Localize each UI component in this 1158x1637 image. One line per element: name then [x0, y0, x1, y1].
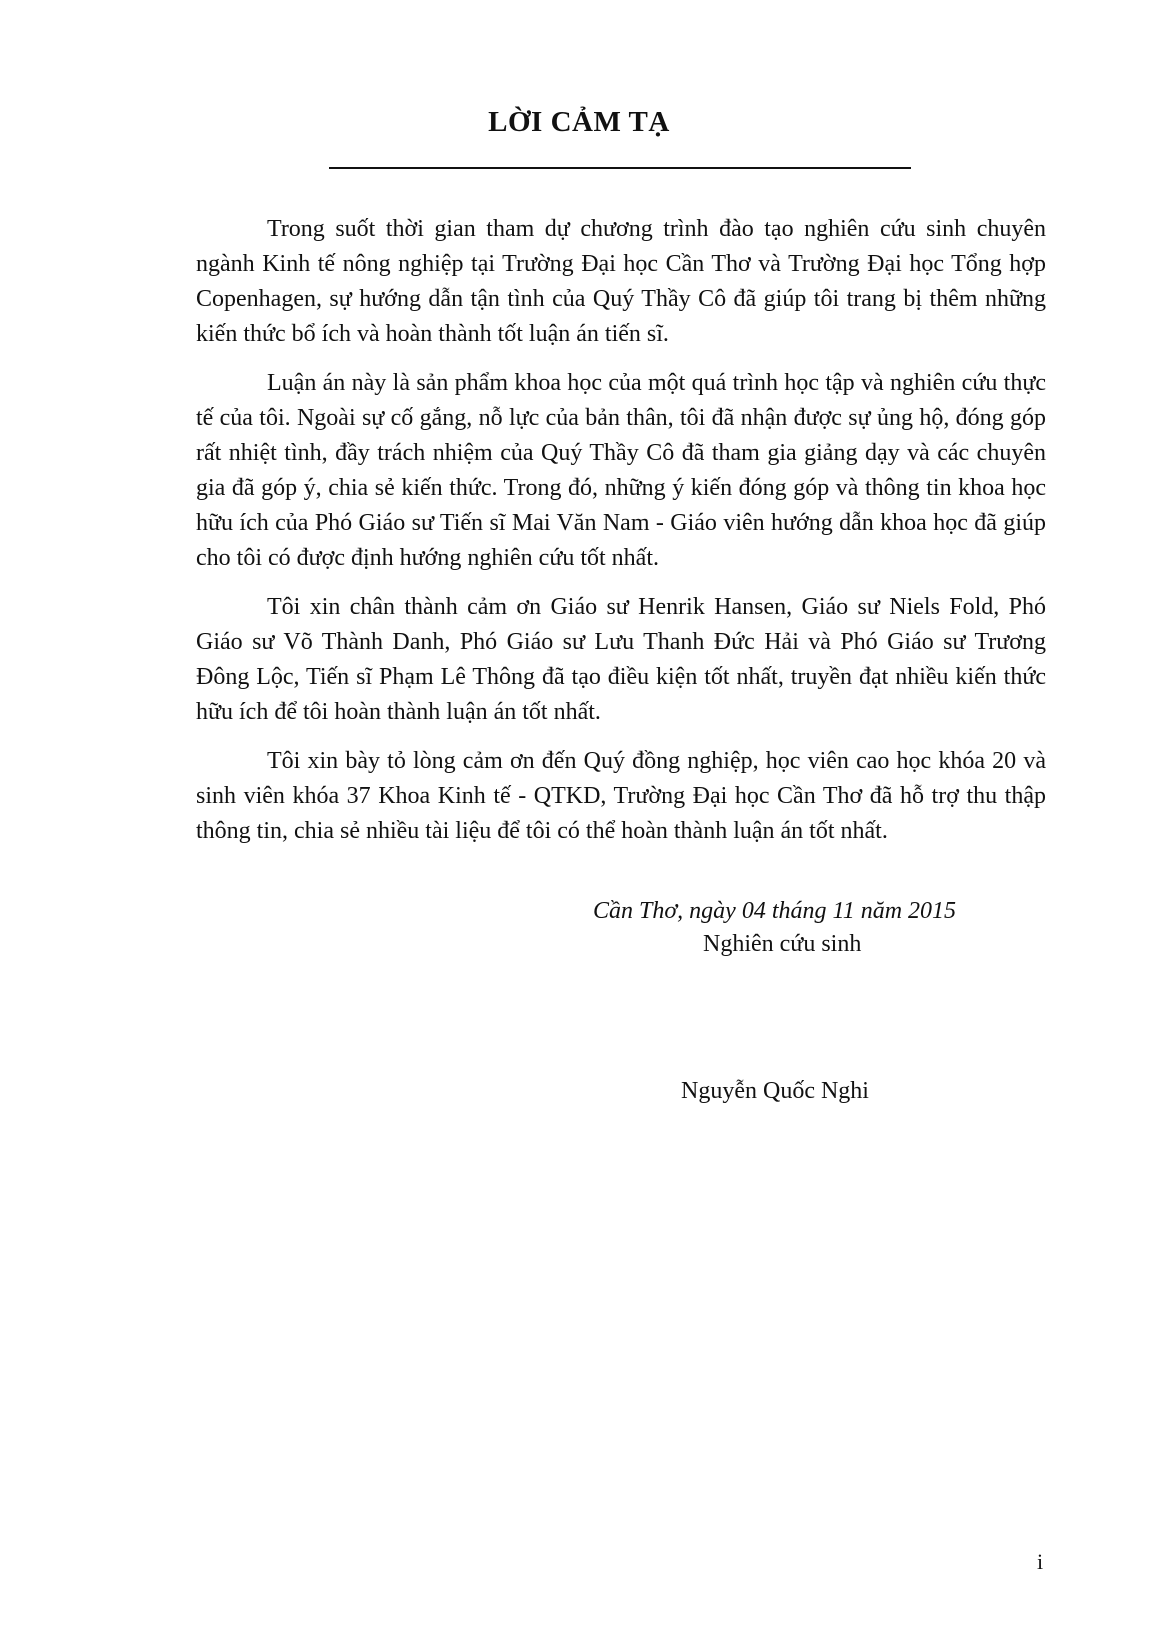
page-number: i: [1037, 1549, 1044, 1574]
paragraph-1: Trong suốt thời gian tham dự chương trình đào tạo nghiên cứu sinh chuyên ngành Kinh tế nông nghiệp tại Trường Đại học Cần Thơ và Trường Đại học Tổng hợp Copenhagen, sự hướng dẫn tận tình của Quý Thầy Cô đã giúp tôi trang bị thêm những kiến thức bổ ích và hoàn thành tốt luận án tiến sĩ.: [196, 216, 1046, 347]
place-date: Cần Thơ, ngày 04 tháng 11 năm 2015: [593, 898, 957, 924]
paragraph-2: Luận án này là sản phẩm khoa học của một quá trình học tập và nghiên cứu thực tế của tôi. Ngoài sự cố gắng, nỗ lực của bản thân, tôi đã nhận được sự ủng hộ, đóng góp rất nhiệt tình, đầy trách nhiệm của Quý Thầy Cô đã tham gia giảng dạy và các chuyên gia đã góp ý, chia sẻ kiến thức. Trong đó, những ý kiến đóng góp và thông tin khoa học hữu ích của Phó Giáo sư Tiến sĩ Mai Văn Nam - Giáo viên hướng dẫn khoa học đã giúp cho tôi có được định hướng nghiên cứu tốt nhất.: [196, 370, 1046, 571]
paragraph-3: Tôi xin chân thành cảm ơn Giáo sư Henrik Hansen, Giáo sư Niels Fold, Phó Giáo sư Võ Thành Danh, Phó Giáo sư Lưu Thanh Đức Hải và Phó Giáo sư Trương Đông Lộc, Tiến sĩ Phạm Lê Thông đã tạo điều kiện tốt nhất, truyền đạt nhiều kiến thức hữu ích để tôi hoàn thành luận án tốt nhất.: [196, 594, 1046, 725]
paragraph-4: Tôi xin bày tỏ lòng cảm ơn đến Quý đồng nghiệp, học viên cao học khóa 20 và sinh viên khóa 37 Khoa Kinh tế - QTKD, Trường Đại học Cần Thơ đã hỗ trợ thu thập thông tin, chia sẻ nhiều tài liệu để tôi có thể hoàn thành luận án tốt nhất.: [196, 748, 1046, 844]
signer-role: Nghiên cứu sinh: [703, 931, 862, 957]
acknowledgement-body: [196, 212, 1046, 863]
page-title: LỜI CẢM TẠ: [488, 106, 670, 138]
title-divider: [329, 167, 911, 169]
signer-name: Nguyễn Quốc Nghi: [681, 1078, 869, 1104]
